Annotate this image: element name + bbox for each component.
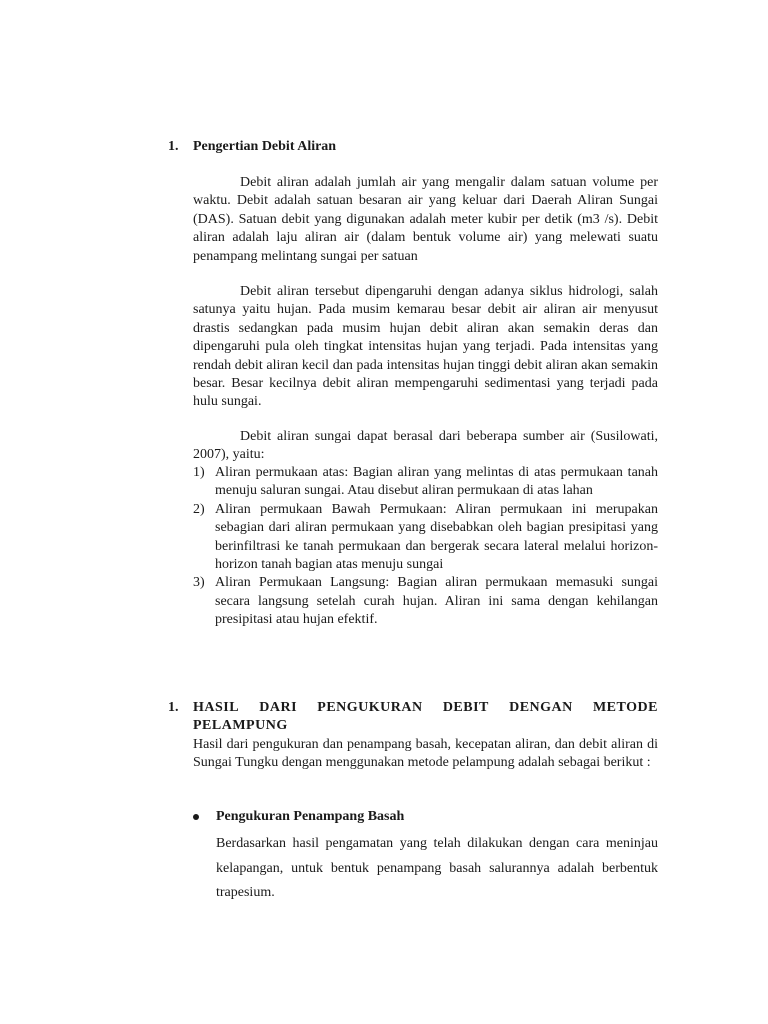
list-marker: 1) — [193, 465, 205, 480]
numbered-list — [193, 464, 658, 630]
section-heading — [168, 699, 658, 735]
list-item — [193, 464, 658, 501]
list-item — [193, 501, 658, 575]
title-word: HASIL — [193, 700, 240, 715]
list-marker: 3) — [193, 575, 205, 591]
title-word: DEBIT — [442, 700, 489, 715]
title-word: DENGAN — [509, 700, 573, 715]
title-word: DARI — [259, 700, 298, 715]
list-item-text: Aliran permukaan Bawah Permukaan: Aliran permukaan ini merupakan sebagian dari aliran permukaan yang disebabkan oleh bagian presipitasi yang berinfiltrasi ke tanah permukaan dan bergerak secara lateral melalui horizon-horizon tanah bagian atas menuju sungai — [215, 501, 658, 573]
paragraph: Debit aliran adalah jumlah air yang mengalir dalam satuan volume per waktu. Debit adalah satuan besaran air yang keluar dari Daerah Aliran Sungai (DAS). Satuan debit yang digunakan adalah meter kubir per detik (m3 /s). Debit aliran adalah laju aliran air (dalam bentuk volume air) yang melewati suatu penampang melintang sungai per satuan — [193, 175, 658, 264]
title-word: METODE — [592, 700, 658, 715]
list-item-text: Aliran Permukaan Langsung: Bagian aliran permukaan memasuki sungai secara langsung setelah curah hujan. Aliran ini sama dengan kehilangan presipitasi atau hujan efektif. — [215, 575, 658, 628]
paragraph: Debit aliran sungai dapat berasal dari beberapa sumber air (Susilowati, 2007), yaitu: — [193, 429, 658, 463]
paragraph: Debit aliran tersebut dipengaruhi dengan adanya siklus hidrologi, salah satunya yaitu hujan. Pada musim kemarau besar debit air aliran air menyusut drastis sedangkan pada musim hujan debit aliran akan semakin deras dan dipengaruhi pula oleh tingkat intensitas hujan yang terjadi. Pada intensitas yang rendah debit aliran kecil dan pada intensitas hujan tinggi debit aliran akan semakin besar. Besar kecilnya debit aliran mempengaruhi sedimentasi yang terjadi pada hulu sungai. — [193, 284, 658, 410]
bullet-icon — [193, 814, 199, 820]
section-number: 1. — [168, 700, 179, 715]
list-marker: 2) — [193, 501, 205, 517]
list-item — [193, 574, 658, 629]
title-line-2: PELAMPUNG — [193, 718, 288, 733]
paragraph: Berdasarkan hasil pengamatan yang telah dilakukan dengan cara meninjau kelapangan, untuk bentuk penampang basah salurannya adalah berbentuk trapesium. — [216, 836, 658, 900]
section-title — [193, 699, 658, 735]
paragraph: Hasil dari pengukuran dan penampang basah, kecepatan aliran, dan debit aliran di Sungai Tungku dengan menggunakan metode pelampung adalah sebagai berikut : — [193, 737, 658, 771]
bullet-title: Pengukuran Penampang Basah — [216, 809, 405, 824]
bullet-heading — [193, 808, 404, 826]
section-number: 1. — [168, 139, 179, 154]
section-title: Pengertian Debit Aliran — [193, 139, 337, 154]
title-word: PENGUKURAN — [317, 700, 423, 715]
list-item-text: Aliran permukaan atas: Bagian aliran yang melintas di atas permukaan tanah menuju saluran sungai. Atau disebut aliran permukaan di atas lahan — [215, 465, 658, 499]
